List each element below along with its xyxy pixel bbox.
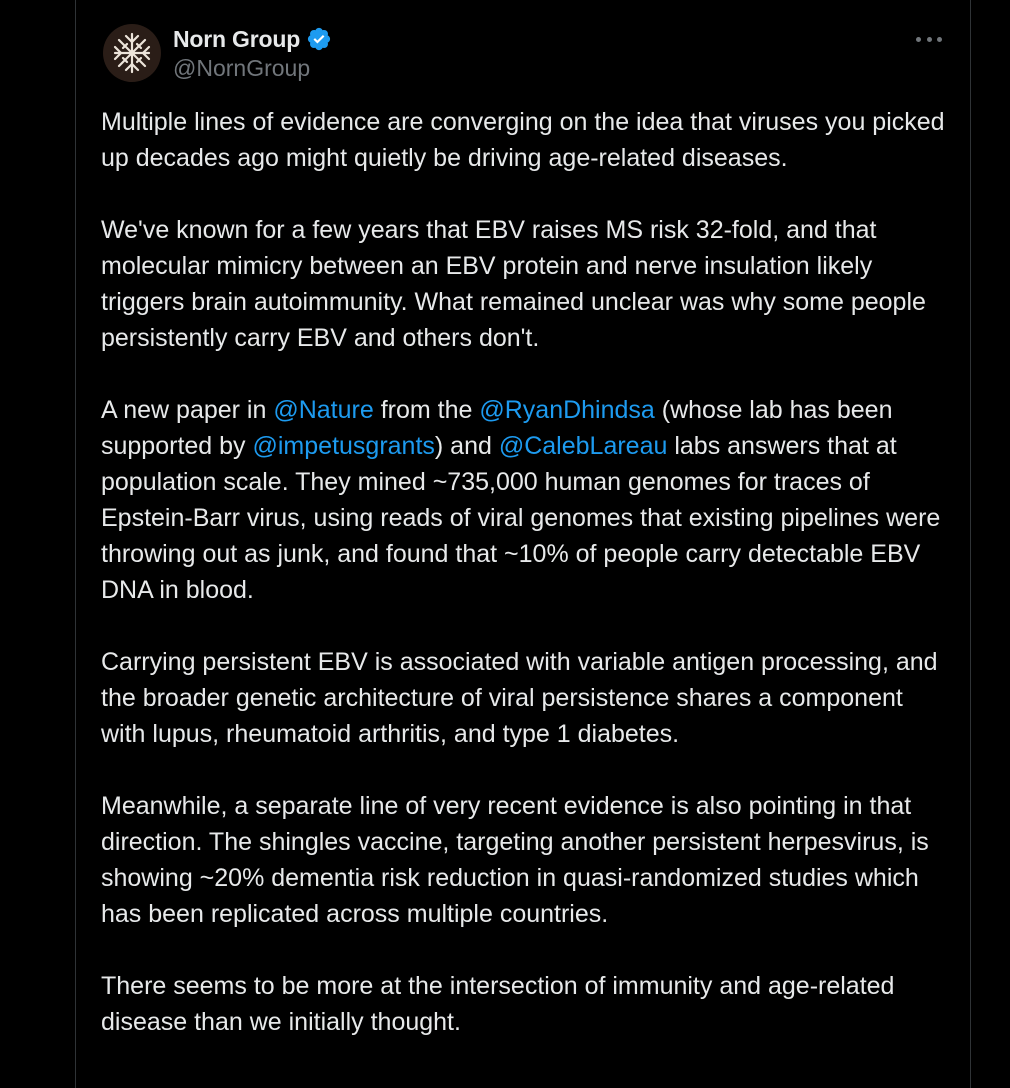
mention-link[interactable]: @CalebLareau (498, 432, 668, 460)
verified-badge-icon[interactable] (306, 26, 332, 52)
more-horizontal-icon (916, 37, 921, 42)
norn-logo-icon (109, 30, 155, 76)
more-horizontal-icon (927, 37, 932, 42)
mention-link[interactable]: @Nature (273, 396, 374, 424)
tweet-card (75, 0, 971, 1088)
name-row (173, 24, 332, 54)
tweet-paragraph (101, 644, 951, 752)
handle[interactable]: @NornGroup (173, 55, 311, 81)
tweet-paragraph (101, 212, 951, 356)
tweet-text-segment: There seems to be more at the intersection of immunity and age-related disease than we initially thought. (101, 972, 895, 1036)
tweet-text-segment: ) and (434, 432, 499, 460)
tweet-text-segment: Multiple lines of evidence are converging on the idea that viruses you picked up decades ago might quietly be driving age-related diseases. (101, 108, 945, 172)
tweet-text-segment: A new paper in (101, 396, 274, 424)
tweet-paragraph (101, 104, 951, 176)
tweet-text (101, 104, 951, 1040)
tweet-text-segment: labs answers that at population scale. They mined ~735,000 human genomes for traces of Epstein-Barr virus, using reads of viral genomes that existing pipelines were throwing out as junk, and found that ~10% of people carry detectable EBV DNA in blood. (101, 432, 941, 604)
tweet-text-segment: We've known for a few years that EBV raises MS risk 32-fold, and that molecular mimicry between an EBV protein and nerve insulation likely triggers brain autoimmunity. What remained unclear was why some people persistently carry EBV and others don't. (101, 216, 926, 352)
avatar[interactable] (103, 24, 161, 82)
tweet-paragraph (101, 392, 951, 608)
author-block (173, 24, 332, 82)
tweet-text-segment: Meanwhile, a separate line of very recent evidence is also pointing in that direction. The shingles vaccine, targeting another persistent herpesvirus, is showing ~20% dementia risk reduction in quasi-randomized studies which has been replicated across multiple countries. (101, 792, 929, 928)
more-options-button[interactable] (914, 28, 944, 50)
more-horizontal-icon (937, 37, 942, 42)
tweet-paragraph (101, 968, 951, 1040)
tweet-text-segment: (whose lab has been supported by (101, 396, 893, 460)
tweet-text-segment: from the (373, 396, 480, 424)
mention-link[interactable]: @impetusgrants (252, 432, 435, 460)
display-name[interactable]: Norn Group (173, 25, 301, 52)
mention-link[interactable]: @RyanDhindsa (479, 396, 655, 424)
tweet-paragraph (101, 788, 951, 932)
tweet-text-segment: Carrying persistent EBV is associated with variable antigen processing, and the broader genetic architecture of viral persistence shares a component with lupus, rheumatoid arthritis, and type 1 diabetes. (101, 648, 938, 748)
